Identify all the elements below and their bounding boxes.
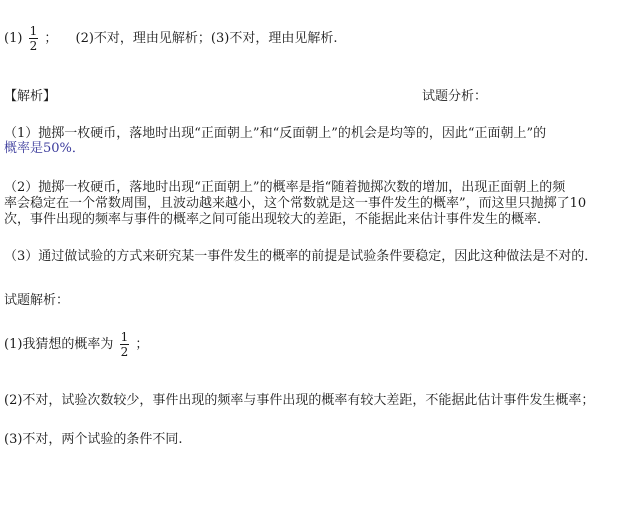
solution-step2: (2)不对，试验次数较少，事件出现的频率与事件出现的概率有较大差距，不能据此估计事件发生概率； (4, 393, 595, 408)
analysis-step1-line1: （1）抛掷一枚硬币，落地时出现“正面朝上”和“反面朝上”的机会是均等的，因此“正面朝上”的 (4, 126, 547, 141)
fraction-one-half (29, 24, 39, 53)
analysis-step2-line3: 次，事件出现的频率与事件的概率之间可能出现较大的差距，不能据此来估计事件发生的概率． (4, 212, 551, 227)
fraction-one-half-solution (120, 330, 130, 359)
solution-step1-text: (1)我猜想的概率为 (4, 337, 114, 352)
fraction-numerator: 1 (120, 330, 129, 344)
analysis-step1-line2: 概率是50%． (4, 141, 85, 156)
fraction-denominator: 2 (120, 345, 129, 359)
analysis-header: 【解析】 (4, 89, 57, 104)
solution-title: 试题解析： (4, 293, 70, 308)
solution-step3: (3)不对，两个试验的条件不同. (4, 432, 183, 447)
analysis-title: 试题分析： (422, 89, 488, 104)
fraction-denominator: 2 (29, 39, 38, 53)
fraction-numerator: 1 (29, 24, 38, 38)
analysis-step3: （3）通过做试验的方式来研究某一事件发生的概率的前提是试验条件要稳定，因此这种做法是不对的． (4, 249, 598, 264)
solution-step1 (4, 330, 148, 359)
solution-step1-end: ； (135, 337, 149, 352)
answer-part1-label: (1) (4, 31, 23, 46)
analysis-step2-line1: （2）抛掷一枚硬币，落地时出现“正面朝上”的概率是指“随着抛掷次数的增加，出现正面朝上的频 (4, 180, 566, 195)
answer-part2: (2)不对，理由见解析；(3)不对，理由见解析. (75, 31, 338, 46)
answer-separator: ； (44, 31, 58, 46)
analysis-step2-line2: 率会稳定在一个常数周围，且波动越来越小，这个常数就是这一事件发生的概率”，而这里只抛掷了10 (4, 196, 587, 211)
answer-line (4, 24, 337, 53)
